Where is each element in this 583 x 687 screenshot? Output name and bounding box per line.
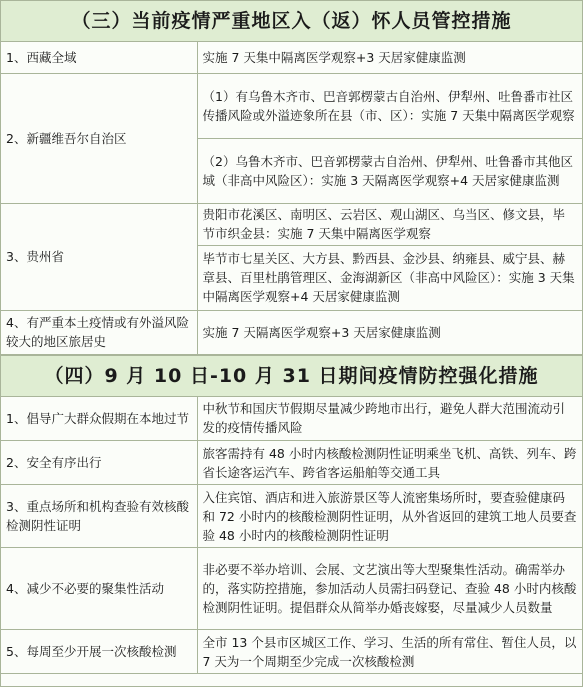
section-4-table [1, 397, 582, 675]
table-row [1, 397, 582, 441]
item-cell: 4、减少不必要的聚集性活动 [1, 548, 197, 630]
region-cell: 4、有严重本土疫情或有外溢风险较大的地区旅居史 [1, 310, 197, 354]
detail-cell: 入住宾馆、酒店和进入旅游景区等人流密集场所时，要查验健康码和 72 小时内的核酸检测阴性证明，从外省返回的建筑工地人员要查验 48 小时内的核酸检测阴性证明 [197, 485, 582, 548]
measure-cell: 毕节市七星关区、大方县、黔西县、金沙县、纳雍县、威宁县、赫章县、百里杜鹃管理区、金海湖新区（非高中风险区）：实施 3 天集中隔离医学观察+4 天居家健康监测 [197, 245, 582, 310]
item-cell: 2、安全有序出行 [1, 441, 197, 485]
detail-cell: 中秋节和国庆节假期尽量减少跨地市出行，避免人群大范围流动引发的疫情传播风险 [197, 397, 582, 441]
measure-cell: 实施 7 天隔离医学观察+3 天居家健康监测 [197, 310, 582, 354]
item-cell: 5、每周至少开展一次核酸检测 [1, 630, 197, 674]
section-4-title: （四）9 月 10 日-10 月 31 日期间疫情防控强化措施 [1, 355, 582, 397]
region-cell: 2、新疆维吾尔自治区 [1, 73, 197, 203]
section-3-table [1, 42, 582, 355]
measure-cell: 实施 7 天集中隔离医学观察+3 天居家健康监测 [197, 42, 582, 73]
measure-cell: （1）有乌鲁木齐市、巴音郭楞蒙古自治州、伊犁州、吐鲁番市社区传播风险或外溢迹象所在县（市、区）：实施 7 天集中隔离医学观察 [197, 73, 582, 138]
item-cell: 1、倡导广大群众假期在本地过节 [1, 397, 197, 441]
section-3-title: （三）当前疫情严重地区入（返）怀人员管控措施 [1, 1, 582, 42]
table-row [1, 73, 582, 138]
measure-cell: 贵阳市花溪区、南明区、云岩区、观山湖区、乌当区、修文县，毕节市织金县：实施 7 天集中隔离医学观察 [197, 203, 582, 245]
table-row [1, 485, 582, 548]
table-row [1, 630, 582, 674]
table-row [1, 548, 582, 630]
table-row [1, 42, 582, 73]
table-row [1, 310, 582, 354]
region-cell: 3、贵州省 [1, 203, 197, 310]
detail-cell: 旅客需持有 48 小时内核酸检测阴性证明乘坐飞机、高铁、列车、跨省长途客运汽车、跨省客运船舶等交通工具 [197, 441, 582, 485]
region-cell: 1、西藏全域 [1, 42, 197, 73]
detail-cell: 全市 13 个县市区城区工作、学习、生活的所有常住、暂住人员，以 7 天为一个周期至少完成一次核酸检测 [197, 630, 582, 674]
detail-cell: 非必要不举办培训、会展、文艺演出等大型聚集性活动。确需举办的，落实防控措施，参加活动人员需扫码登记、查验 48 小时内核酸检测阴性证明。提倡群众从简举办婚丧嫁娶，尽量减少人员数量 [197, 548, 582, 630]
table-row [1, 441, 582, 485]
measure-cell: （2）乌鲁木齐市、巴音郭楞蒙古自治州、伊犁州、吐鲁番市其他区域（非高中风险区）：实施 3 天隔离医学观察+4 天居家健康监测 [197, 138, 582, 203]
table-row [1, 203, 582, 245]
item-cell: 3、重点场所和机构查验有效核酸检测阴性证明 [1, 485, 197, 548]
